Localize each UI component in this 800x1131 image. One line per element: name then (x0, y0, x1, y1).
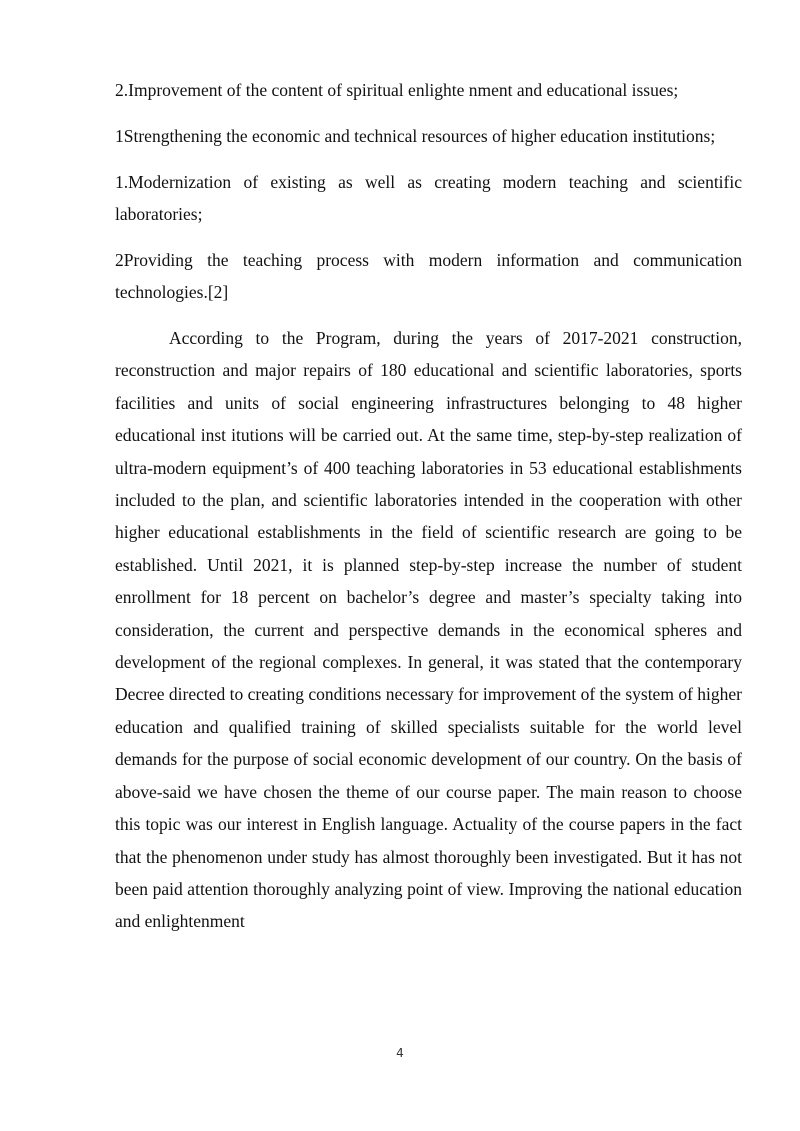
page-content (115, 74, 742, 938)
list-item-modernization: 1.Modernization of existing as well as creating modern teaching and scientific laboratories; (115, 172, 742, 224)
list-item-improvement: 2.Improvement of the content of spiritual enlighte nment and educational issues; (115, 80, 679, 100)
list-item-strengthening: 1Strengthening the economic and technical resources of higher education institutions; (115, 126, 716, 146)
list-item-providing: 2Providing the teaching process with modern information and communication technologies.[2] (115, 250, 742, 302)
body-paragraph: According to the Program, during the years of 2017-2021 construction, reconstruction and major repairs of 180 educational and scientific laboratories, sports facilities and units of social engineering infrastructures belonging to 48 higher educational inst itutions will be carried out. At the same time, step-by-step realization of ultra-modern equipment’s of 400 teaching laboratories in 53 educational establishments included to the plan, and scientific laboratories intended in the cooperation with other higher educational establishments in the field of scientific research are going to be established. Until 2021, it is planned step-by-step increase the number of student enrollment for 18 percent on bachelor’s degree and master’s specialty taking into consideration, the current and perspective demands in the economical spheres and development of the regional complexes. In general, it was stated that the contemporary Decree directed to creating conditions necessary for improvement of the system of higher education and qualified training of skilled specialists suitable for the world level demands for the purpose of social economic development of our country. On the basis of above-said we have chosen the theme of our course paper. The main reason to choose this topic was our interest in English language. Actuality of the course papers in the fact that the phenomenon under study has almost thoroughly been investigated. But it has not been paid attention thoroughly analyzing point of view. Improving the national education and enlightenment (115, 328, 742, 932)
page-number: 4 (396, 1046, 404, 1060)
